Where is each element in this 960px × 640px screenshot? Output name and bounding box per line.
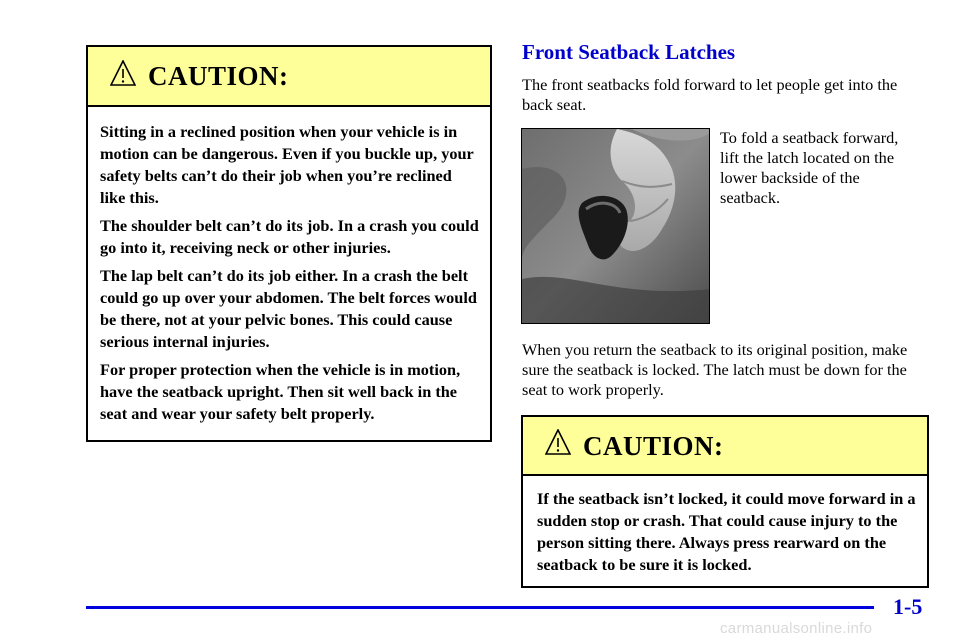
footer-rule: [86, 606, 874, 609]
caution-title: CAUTION:: [583, 431, 724, 461]
caution-paragraph: If the seatback isn’t locked, it could move forward in a sudden stop or crash. That could cause injury to the person sitting there. Always press rearward on the seatback to be sure it is locked.: [537, 489, 916, 574]
caution-body: [88, 107, 490, 425]
photo-caption: To fold a seatback forward, lift the latch located on the lower backside of the seatback.: [720, 128, 899, 207]
warning-triangle-icon: [110, 60, 136, 86]
caution-paragraph: The lap belt can’t do its job either. In a crash the belt could go up over your abdomen. The belt forces would be there, not at your pelvic bones. This could cause serious internal injuries.: [100, 266, 477, 351]
caution-title: CAUTION:: [148, 61, 289, 91]
caution-paragraph: The shoulder belt can’t do its job. In a crash you could go into it, receiving neck or other injuries.: [100, 216, 479, 257]
caution-header: [88, 47, 490, 107]
caution-paragraph: Sitting in a reclined position when your vehicle is in motion can be dangerous. Even if you buckle up, your safety belts can’t do their job when you’re reclined like this.: [100, 122, 474, 207]
section-intro: The front seatbacks fold forward to let people get into the back seat.: [522, 75, 898, 114]
seatback-latch-image: [522, 129, 710, 324]
section-after-text: When you return the seatback to its original position, make sure the seatback is locked. The latch must be down for the seat to work properly.: [522, 340, 908, 399]
section-title: Front Seatback Latches: [522, 40, 736, 64]
page-number: 1-5: [893, 594, 923, 619]
caution-box-seatback: [521, 415, 929, 588]
caution-body: [523, 476, 927, 576]
caution-header: [523, 417, 927, 476]
caution-box-reclined: [86, 45, 492, 442]
caution-paragraph: For proper protection when the vehicle is in motion, have the seatback upright. Then sit well back in the seat and wear your safety belt properly.: [100, 360, 461, 423]
seatback-latch-photo: [521, 128, 710, 324]
warning-triangle-icon: [545, 429, 571, 455]
watermark: carmanualsonline.info: [720, 620, 873, 637]
